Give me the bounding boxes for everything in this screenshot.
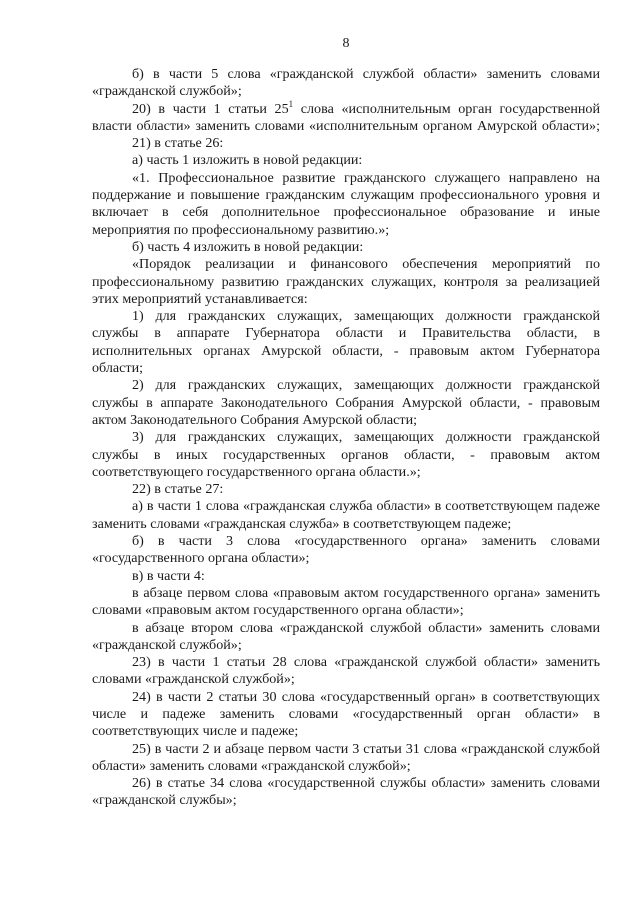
paragraph: в) в части 4: <box>132 567 205 584</box>
page-number: 8 <box>342 36 350 51</box>
paragraph: в абзаце первом слова «правовым актом государственного органа» заменить словами «правовым актом государственного органа области»; <box>92 584 600 619</box>
paragraph: 23) в части 1 статьи 28 слова «гражданской службой области» заменить словами «гражданской службой»; <box>92 654 600 688</box>
paragraph: 1) для гражданских служащих, замещающих должности гражданской службы в аппарате Губернатора области и Правительства области, в исполнительных органах Амурской области, - правовым актом Губернатора области; <box>92 308 600 377</box>
paragraph: 2) для гражданских служащих, замещающих должности гражданской службы в аппарате Законодательного Собрания Амурской области, - правовым актом Законодательного Собрания Амурской области; <box>92 377 600 428</box>
paragraph-20-lead: 20) в части 1 статьи 25 <box>132 100 289 117</box>
paragraph: «1. Профессиональное развитие гражданского служащего направлено на поддержание и повышение гражданским служащим профессионального уровня и включает в себя дополнительное профессиональное образование и иные мероприятия по профессиональному развитию.»; <box>92 169 600 238</box>
article-superscript: 1 <box>288 98 294 109</box>
paragraph: а) часть 1 изложить в новой редакции: <box>132 152 363 169</box>
paragraph: а) в части 1 слова «гражданская служба области» в соответствующем падеже заменить словами «гражданская служба» в соответствующем падеже; <box>92 498 600 532</box>
paragraph: «Порядок реализации и финансового обеспечения мероприятий по профессиональному развитию гражданских служащих, контроля за реализацией этих мероприятий устанавливается: <box>92 256 600 307</box>
paragraph: б) в части 3 слова «государственного органа» заменить словами «государственного органа области»; <box>92 533 600 567</box>
paragraph-20 <box>92 98 600 136</box>
paragraph: 21) в статье 26: <box>132 135 224 152</box>
paragraph: б) часть 4 изложить в новой редакции: <box>132 238 364 255</box>
paragraph: 3) для гражданских служащих, замещающих должности гражданской службы в иных государственных органов области, - правовым актом соответствующего государственного органа области.»; <box>92 429 600 480</box>
paragraph: 24) в части 2 статьи 30 слова «государственный орган» в соответствующих числе и падеже заменить словами «государственный орган области» в соответствующих числе и падеже; <box>92 688 600 740</box>
paragraph: 22) в статье 27: <box>132 481 224 498</box>
paragraph: 26) в статье 34 слова «государственной службы области» заменить словами «гражданской службы»; <box>92 775 600 809</box>
paragraph-20-rest: слова «исполнительным орган государственной власти области» заменить словами «исполнительным органом Амурской области»; <box>92 100 600 134</box>
document-body <box>92 66 600 810</box>
paragraph: в абзаце втором слова «гражданской службой области» заменить словами «гражданской службой»; <box>92 619 600 653</box>
paragraph: 25) в части 2 и абзаце первом части 3 статьи 31 слова «гражданской службой области» заменить словами «гражданской службой»; <box>92 740 600 774</box>
paragraph: б) в части 5 слова «гражданской службой области» заменить словами «гражданской службой»; <box>92 66 600 100</box>
